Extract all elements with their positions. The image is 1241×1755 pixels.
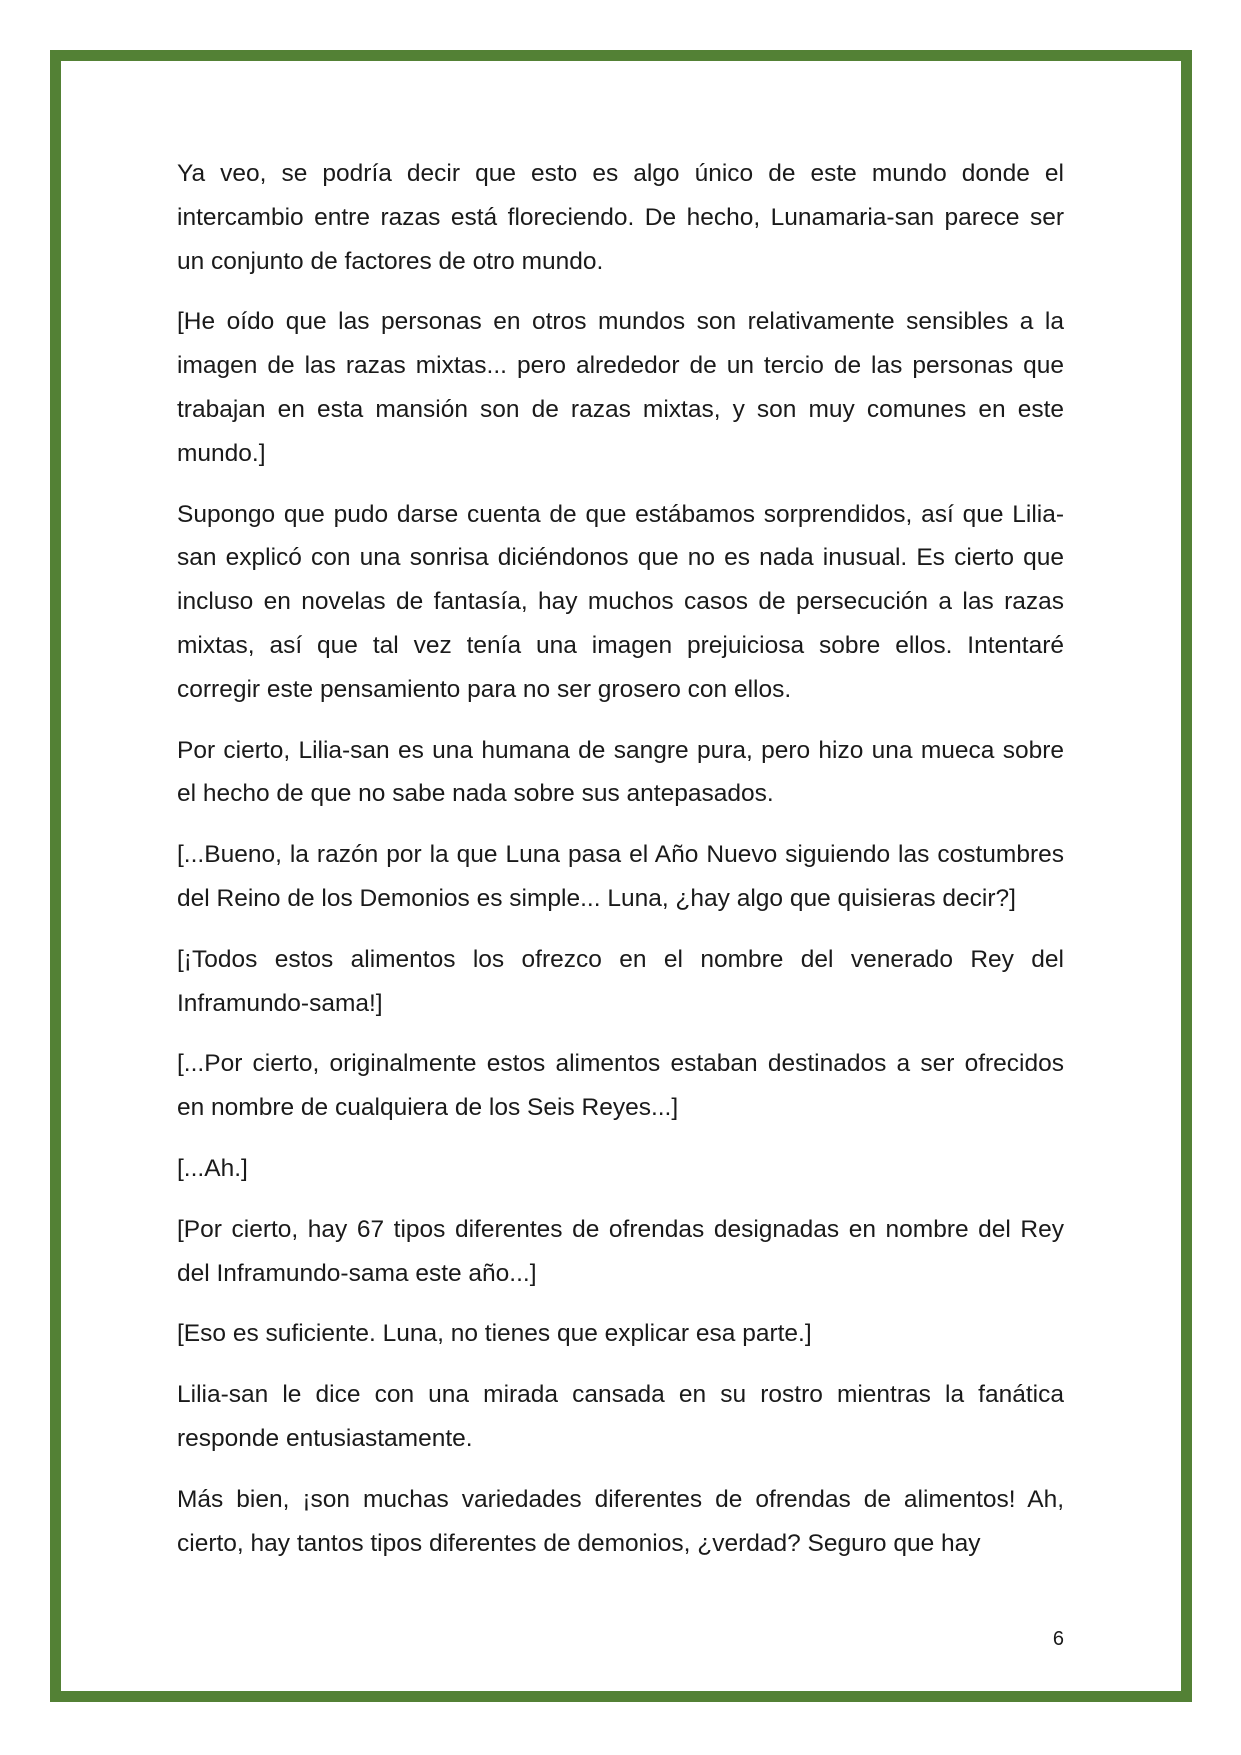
paragraph: [Eso es suficiente. Luna, no tienes que explicar esa parte.] xyxy=(177,1320,812,1348)
paragraph: [Por cierto, hay 67 tipos diferentes de ofrendas designadas en nombre del Rey del Inframundo-sama este año...] xyxy=(177,1215,1064,1287)
paragraph: Más bien, ¡son muchas variedades diferentes de ofrendas de alimentos! Ah, cierto, hay tantos tipos diferentes de demonios, ¿verdad? Seguro que hay xyxy=(177,1485,1064,1557)
paragraph: Lilia-san le dice con una mirada cansada en su rostro mientras la fanática responde entusiastamente. xyxy=(177,1381,1064,1452)
page-number: 6 xyxy=(1052,1628,1064,1650)
paragraph: [¡Todos estos alimentos los ofrezco en el nombre del venerado Rey del Inframundo-sama!] xyxy=(177,945,1064,1017)
paragraph: Por cierto, Lilia-san es una humana de sangre pura, pero hizo una mueca sobre el hecho de que no sabe nada sobre sus antepasados. xyxy=(177,736,1064,808)
document-body xyxy=(177,152,1064,1582)
paragraph: [...Ah.] xyxy=(177,1154,248,1182)
paragraph: [He oído que las personas en otros mundos son relativamente sensibles a la imagen de las razas mixtas... pero alrededor de un tercio de las personas que trabajan en esta mansión son de razas mixtas, y son muy comunes en este mundo.] xyxy=(177,308,1064,467)
paragraph: [...Por cierto, originalmente estos alimentos estaban destinados a ser ofrecidos en nombre de cualquiera de los Seis Reyes...] xyxy=(177,1050,1064,1122)
paragraph: Ya veo, se podría decir que esto es algo único de este mundo donde el intercambio entre razas está floreciendo. De hecho, Lunamaria-san parece ser un conjunto de factores de otro mundo. xyxy=(177,160,1064,275)
paragraph: [...Bueno, la razón por la que Luna pasa el Año Nuevo siguiendo las costumbres del Reino de los Demonios es simple... Luna, ¿hay algo que quisieras decir?] xyxy=(177,841,1064,912)
paragraph: Supongo que pudo darse cuenta de que estábamos sorprendidos, así que Lilia-san explicó con una sonrisa diciéndonos que no es nada inusual. Es cierto que incluso en novelas de fantasía, hay muchos casos de persecución a las razas mixtas, así que tal vez tenía una imagen prejuiciosa sobre ellos. Intentaré corregir este pensamiento para no ser grosero con ellos. xyxy=(177,500,1064,703)
